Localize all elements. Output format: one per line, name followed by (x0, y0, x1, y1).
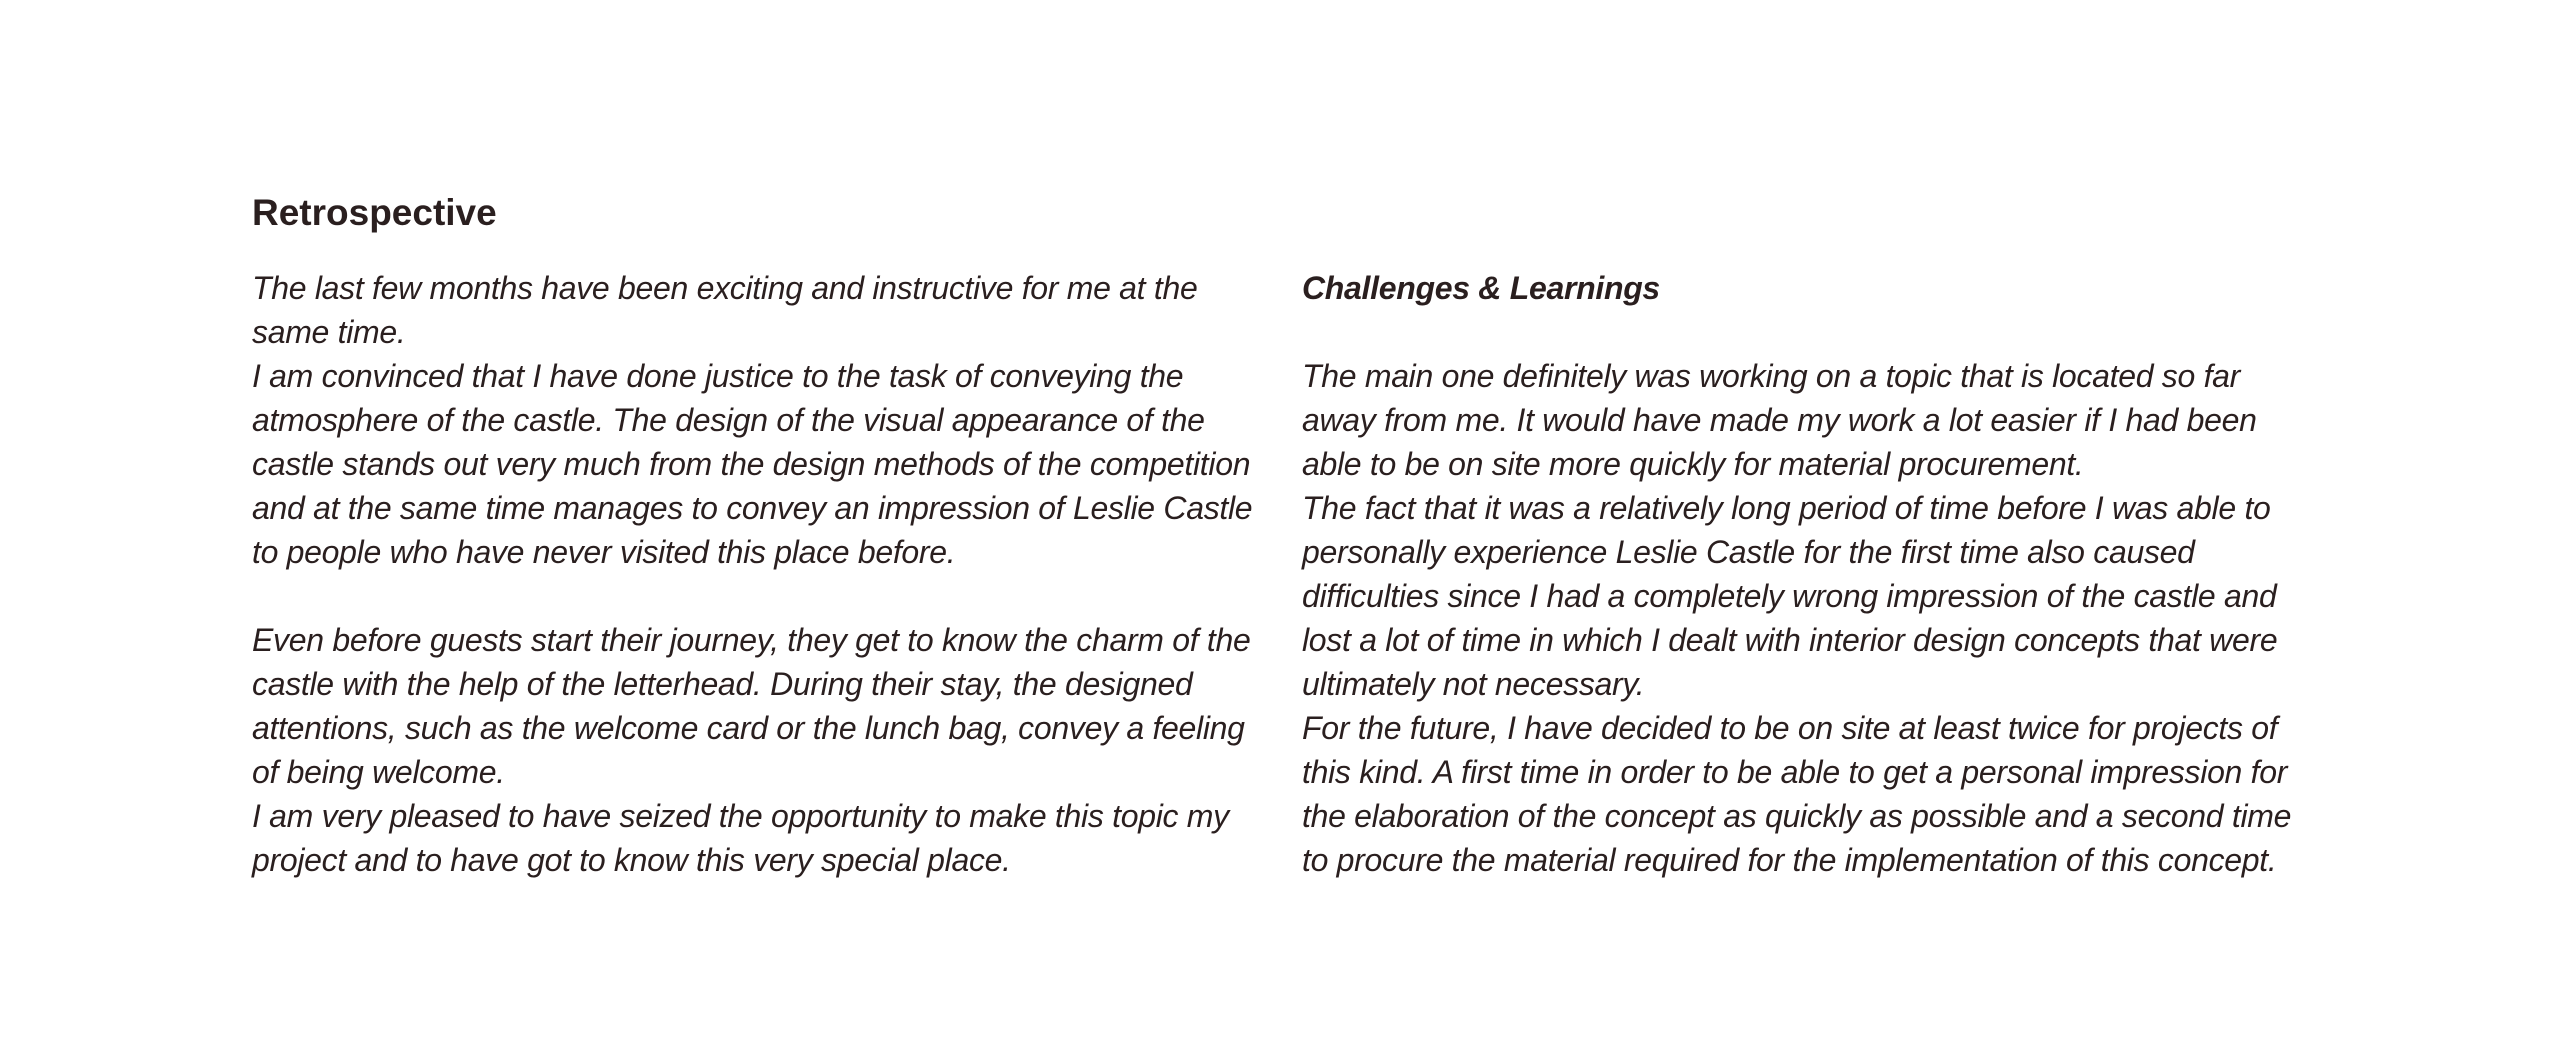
challenges-paragraph-3: For the future, I have decided to be on site at least twice for projects of this kind. A first time in order to be able to get a personal impression for the elaboration of the concept as quickly as possible and a second time to procure the material required for the implementation of this concept. (1302, 710, 2292, 878)
challenges-paragraph-1: The main one definitely was working on a topic that is located so far away from me. It would have made my work a lot easier if I had been able to be on site more quickly for material procurement. (1302, 358, 2257, 482)
heading-spacer (1302, 310, 2322, 354)
retrospective-column (252, 266, 1267, 882)
retrospective-paragraph-2: I am convinced that I have done justice to the task of conveying the atmosphere of the castle. The design of the visual appearance of the castle stands out very much from the design methods of the competition and at the same time manages to convey an impression of Leslie Castle to people who have never visited this place before. (252, 358, 1253, 570)
page-title: Retrospective (252, 192, 497, 233)
retrospective-paragraph-4: I am very pleased to have seized the opportunity to make this topic my project and to have got to know this very special place. (252, 798, 1229, 878)
paragraph-spacer (252, 574, 1267, 618)
challenges-column (1302, 266, 2322, 882)
challenges-paragraph-2: The fact that it was a relatively long period of time before I was able to personally experience Leslie Castle for the first time also caused difficulties since I had a completely wrong impression of the castle and lost a lot of time in which I dealt with interior design concepts that were ultimately not necessary. (1302, 490, 2278, 702)
retrospective-paragraph-1: The last few months have been exciting and instructive for me at the same time. (252, 270, 1198, 350)
challenges-heading: Challenges & Learnings (1302, 270, 1660, 306)
retrospective-paragraph-3: Even before guests start their journey, they get to know the charm of the castle with the help of the letterhead. During their stay, the designed attentions, such as the welcome card or the lunch bag, convey a feeling of being welcome. (252, 622, 1251, 790)
